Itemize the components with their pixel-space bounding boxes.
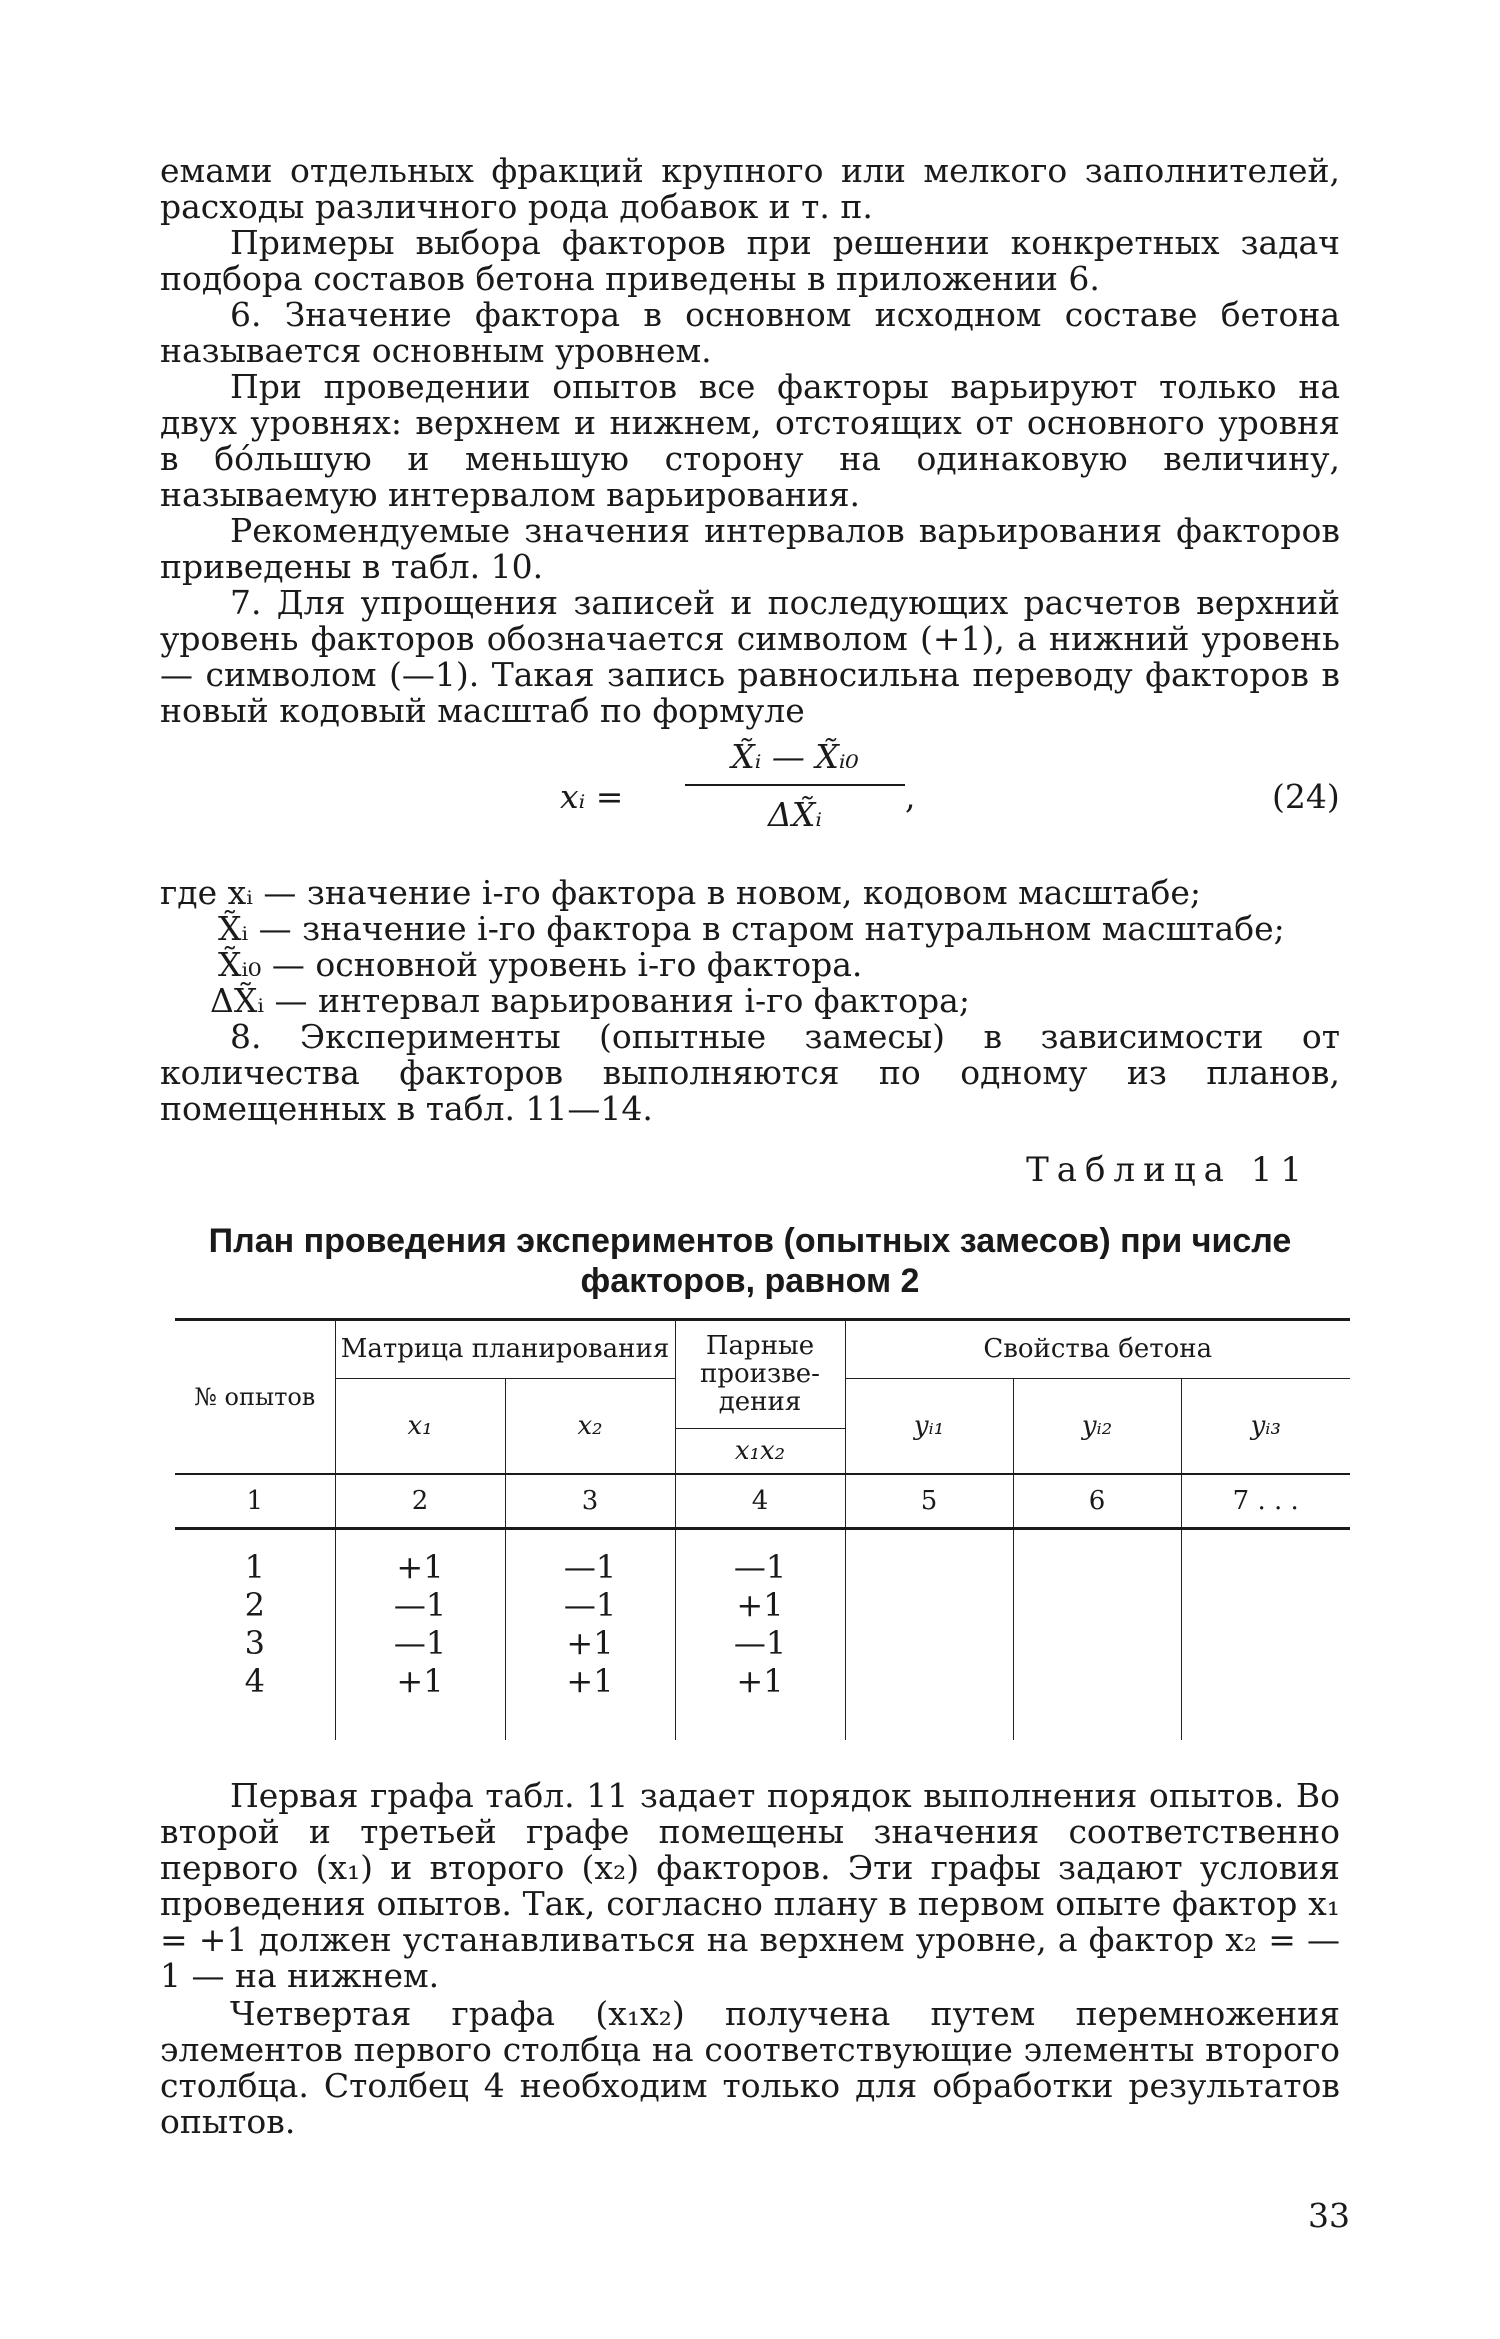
header-run-number: № опытов (175, 1320, 335, 1474)
header-matrix: Матрица планирования (335, 1320, 675, 1378)
cell-x1: +1 (335, 1548, 505, 1586)
paragraph-levels: При проведении опытов все факторы варьируют только на двух уровнях: верхнем и нижнем, отстоящих от основного уровня в бо́льшую и меньшую сторону на одинаковую величину, называемую интервалом варьирования. (160, 367, 1340, 514)
cell-x2: —1 (505, 1548, 675, 1586)
cell-x1x2: —1 (675, 1624, 845, 1662)
header-x1: x₁ (335, 1378, 505, 1474)
definition-Xi0 (218, 947, 862, 983)
cell-run: 3 (175, 1624, 335, 1662)
table-row (175, 1624, 1350, 1662)
definition-symbol: ΔX̃ᵢ (210, 981, 264, 1020)
cell-x1x2: +1 (675, 1662, 845, 1700)
definition-text: — значение i-го фактора в новом, кодовом масштабе; (263, 873, 1202, 912)
formula-number: (24) (1272, 777, 1340, 816)
cell-x2: —1 (505, 1586, 675, 1624)
col-number-6: 6 (1013, 1474, 1181, 1528)
cell-x1: —1 (335, 1624, 505, 1662)
paragraph-factor-examples: Примеры выбора факторов при решении конкретных задач подбора составов бетона приведены в приложении 6. (160, 223, 1340, 298)
col-number-5: 5 (845, 1474, 1013, 1528)
formula-24 (560, 737, 1020, 857)
table-row (175, 1586, 1350, 1624)
definition-symbol: X̃ᵢ₀ (218, 945, 262, 984)
paragraph-recommended-intervals: Рекомендуемые значения интервалов варьирования факторов приведены в табл. 10. (160, 511, 1340, 586)
header-properties: Свойства бетона (845, 1320, 1350, 1378)
cell-run: 4 (175, 1662, 335, 1700)
cell-x2: +1 (505, 1662, 675, 1700)
cell-x2: +1 (505, 1624, 675, 1662)
definition-xi (160, 875, 1201, 911)
col-number-4: 4 (675, 1474, 845, 1528)
definition-deltaXi (210, 983, 970, 1019)
paragraph-fourth-column: Четвертая графа (x₁x₂) получена путем перемножения элементов первого столбца на соответствующие элементы второго столбца. Столбец 4 необходим только для обработки результатов опытов. (160, 1994, 1340, 2141)
definition-Xi (218, 911, 1285, 947)
cell-x1x2: —1 (675, 1548, 845, 1586)
col-number-1: 1 (175, 1474, 335, 1528)
table-row (175, 1548, 1350, 1586)
col-number-7: 7 . . . (1181, 1474, 1350, 1528)
formula-lhs: xᵢ = (560, 777, 624, 816)
cell-x1: —1 (335, 1586, 505, 1624)
col-number-2: 2 (335, 1474, 505, 1528)
table-title-line1: План проведения экспериментов (опытных замесов) при числе (208, 1222, 1292, 1260)
cell-run: 2 (175, 1586, 335, 1624)
header-y2: yᵢ₂ (1013, 1378, 1181, 1474)
table-row (175, 1662, 1350, 1700)
table-title-line2: факторов, равном 2 (580, 1262, 920, 1300)
paragraph-item-7: 7. Для упрощения записей и последующих расчетов верхний уровень факторов обозначается символом (+1), а нижний уровень — символом (—1). Такая запись равносильна переводу факторов в новый кодовый масштаб по формуле (160, 583, 1340, 730)
header-pairs: Парные произве-дения (675, 1320, 845, 1428)
paragraph-item-8: 8. Эксперименты (опытные замесы) в зависимости от количества факторов выполняются по одному из планов, помещенных в табл. 11—14. (160, 1017, 1340, 1128)
formula-comma: , (905, 777, 916, 816)
definition-text: — значение i-го фактора в старом натуральном масштабе; (258, 909, 1285, 948)
header-x1x2: x₁x₂ (675, 1428, 845, 1474)
header-y3: yᵢ₃ (1181, 1378, 1350, 1474)
definition-symbol: где xᵢ (160, 873, 253, 912)
table-label: Таблица 11 (1026, 1150, 1310, 1190)
page-number: 33 (1308, 2196, 1350, 2235)
formula-numerator: X̃ᵢ — X̃ᵢ₀ (731, 737, 859, 776)
paragraph-continuation: емами отдельных фракций крупного или мелкого заполнителей, расходы различного рода добавок и т. п. (160, 151, 1340, 226)
cell-x1: +1 (335, 1662, 505, 1700)
header-y1: yᵢ₁ (845, 1378, 1013, 1474)
definition-text: — основной уровень i-го фактора. (271, 945, 863, 984)
col-number-3: 3 (505, 1474, 675, 1528)
cell-x1x2: +1 (675, 1586, 845, 1624)
fraction-bar (685, 784, 905, 786)
definition-symbol: X̃ᵢ (218, 909, 249, 948)
paragraph-item-6: 6. Значение фактора в основном исходном составе бетона называется основным уровнем. (160, 295, 1340, 370)
formula-denominator: ΔX̃ᵢ (768, 795, 822, 834)
definition-text: — интервал варьирования i-го фактора; (274, 981, 970, 1020)
experiment-plan-table (175, 1320, 1350, 1740)
cell-run: 1 (175, 1548, 335, 1586)
paragraph-table-explanation: Первая графа табл. 11 задает порядок выполнения опытов. Во второй и третьей графе помещены значения соответственно первого (x₁) и второго (x₂) факторов. Эти графы задают условия проведения опытов. Так, согласно плану в первом опыте фактор x₁ = +1 должен устанавливаться на верхнем уровне, а фактор x₂ = —1 — на нижнем. (160, 1776, 1340, 1995)
header-x2: x₂ (505, 1378, 675, 1474)
